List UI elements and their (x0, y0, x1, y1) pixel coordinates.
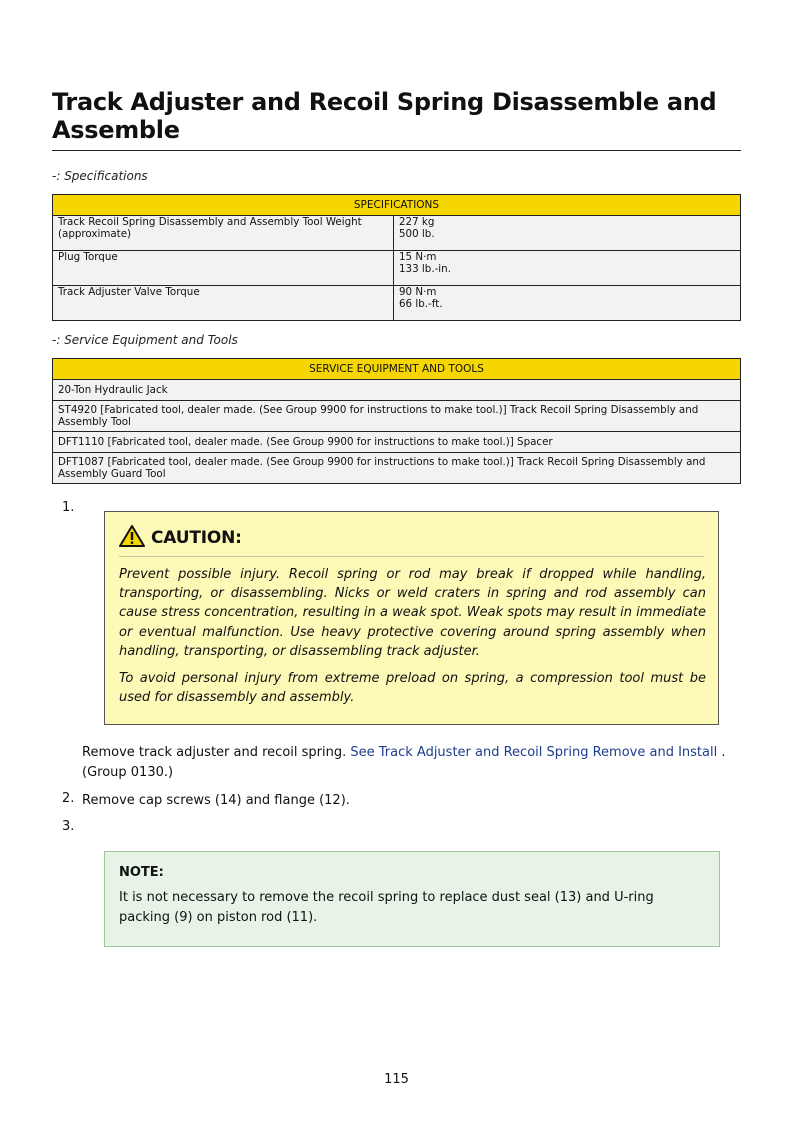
tool-item: DFT1087 [Fabricated tool, dealer made. (See Group 9900 for instructions to make tool.)] Track Recoil Spring Disassembly and Assembly Guard Tool (53, 453, 741, 484)
table-row (53, 251, 741, 286)
specifications-label: -: Specifications (52, 169, 148, 183)
page-title: Track Adjuster and Recoil Spring Disassemble and Assemble (52, 88, 717, 144)
note-title: NOTE: (119, 865, 164, 880)
spec-item: Plug Torque (53, 251, 394, 286)
step1-instruction: Remove track adjuster and recoil spring. (82, 745, 347, 760)
spec-value-imperial: 133 lb.-in. (399, 263, 451, 275)
note-text: It is not necessary to remove the recoil spring to replace dust seal (13) and U-ring packing (9) on piston rod (11). (119, 890, 654, 925)
spec-value-imperial: 66 lb.-ft. (399, 298, 443, 310)
tool-item: ST4920 [Fabricated tool, dealer made. (See Group 9900 for instructions to make tool.)] Track Recoil Spring Disassembly and Assembly Tool (53, 401, 741, 432)
spec-item: Track Recoil Spring Disassembly and Assembly Tool Weight (approximate) (53, 216, 394, 251)
spec-value-metric: 90 N·m (399, 286, 437, 298)
tools-table (52, 358, 741, 484)
remove-install-link[interactable]: See Track Adjuster and Recoil Spring Remove and Install (350, 745, 718, 760)
spec-value-metric: 227 kg (399, 216, 435, 228)
table-row (53, 453, 741, 484)
spec-value (394, 286, 741, 321)
caution-divider (119, 556, 704, 557)
step1-group-reference: . (Group 0130.) (82, 745, 726, 780)
table-row (53, 216, 741, 251)
spec-value (394, 216, 741, 251)
table-row (53, 432, 741, 453)
table-row (53, 380, 741, 401)
table-row (53, 401, 741, 432)
caution-box (104, 511, 719, 725)
tool-item: DFT1110 [Fabricated tool, dealer made. (See Group 9900 for instructions to make tool.)] Spacer (53, 432, 741, 453)
step-number: 2. (62, 791, 75, 806)
step2-text: Remove cap screws (14) and flange (12). (82, 793, 350, 808)
tools-header: SERVICE EQUIPMENT AND TOOLS (53, 359, 741, 380)
spec-value-metric: 15 N·m (399, 251, 437, 263)
step1-text (82, 743, 741, 783)
caution-paragraph: Prevent possible injury. Recoil spring or rod may break if dropped while handling, transporting, or disassembling. Nicks or weld craters in spring and rod assembly can cause stress concentration, resulting in a weak spot. Weak spots may result in immediate or eventual malfunction. Use heavy protective covering around spring assembly when handling, transporting, or disassembling track adjuster. (119, 567, 706, 659)
step-number: 3. (62, 819, 75, 834)
tools-label: -: Service Equipment and Tools (52, 333, 238, 347)
caution-paragraph: To avoid personal injury from extreme preload on spring, a compression tool must be used for disassembly and assembly. (119, 671, 706, 706)
spec-item: Track Adjuster Valve Torque (53, 286, 394, 321)
spec-value (394, 251, 741, 286)
caution-header (119, 525, 242, 551)
spec-value-imperial: 500 lb. (399, 228, 435, 240)
step-number: 1. (62, 500, 75, 515)
caution-title: CAUTION: (151, 528, 242, 548)
warning-triangle-icon (119, 524, 145, 552)
title-divider (52, 150, 741, 151)
tool-item: 20-Ton Hydraulic Jack (53, 380, 741, 401)
page-number: 115 (384, 1072, 409, 1087)
specifications-header: SPECIFICATIONS (53, 195, 741, 216)
table-row (53, 286, 741, 321)
note-box (104, 851, 720, 947)
specifications-table (52, 194, 741, 321)
